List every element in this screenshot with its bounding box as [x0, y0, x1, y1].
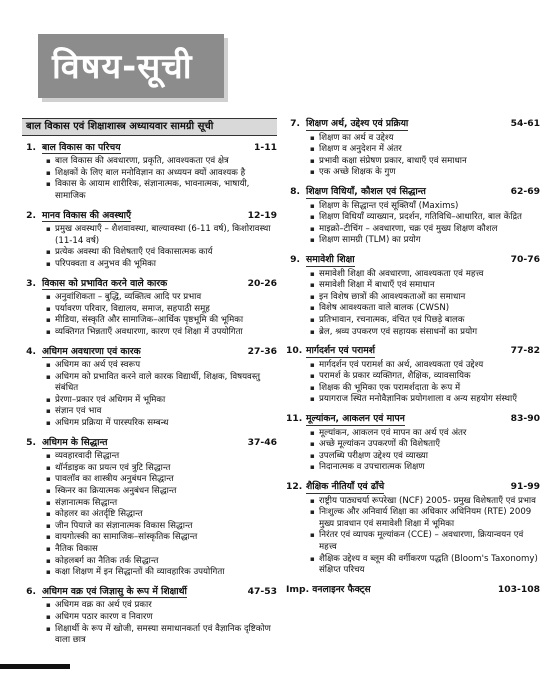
topic-item: ▪ मूल्यांकन, आकलन एवं मापन का अर्थ एवं अंतर	[310, 428, 540, 440]
topic-item: ▪ अनुवांशिकता – बुद्धि, व्यक्तित्व आदि पर प्रभाव	[46, 292, 277, 304]
section-title: समावेशी शिक्षा	[306, 253, 355, 265]
toc-section	[286, 254, 540, 338]
section-title: अधिगम वक्र एवं जिज्ञासु के रूप में शिक्षार्थी	[42, 585, 187, 597]
topic-item: ▪ प्रत्येक अवस्था की विशेषताएँ एवं विकासात्मक कार्य	[46, 247, 277, 259]
section-topics	[22, 360, 277, 430]
section-pages: 47-53	[247, 585, 277, 597]
topic-item: ▪ समावेशी शिक्षा में बाधाएँ एवं समाधान	[310, 280, 540, 292]
section-heading	[22, 346, 277, 359]
topic-item: ▪ थॉर्नडाइक का प्रयत्न एवं त्रुटि सिद्धान्त	[46, 463, 277, 475]
section-topics	[22, 600, 277, 646]
section-topics	[22, 451, 277, 579]
topic-item: ▪ निदानात्मक व उपचारात्मक शिक्षण	[310, 462, 540, 474]
section-topics	[286, 269, 540, 339]
section-topics	[286, 496, 540, 577]
topic-item: ▪ मीडिया, संस्कृति और सामाजिक–आर्थिक पृष्ठभूमि की भूमिका	[46, 315, 277, 327]
section-pages: 77-82	[510, 345, 540, 357]
section-pages: 62-69	[510, 185, 540, 197]
section-number: 10.	[286, 345, 303, 357]
topic-item: ▪ कोहलर का अंतर्दृष्टि सिद्धान्त	[46, 509, 277, 521]
section-pages: 83-90	[510, 413, 540, 425]
section-number: 8.	[290, 185, 300, 197]
right-column	[286, 118, 540, 595]
topic-item: ▪ शैक्षिक उद्देश्य व ब्लूम की वर्गीकरण पद्धति (Bloom's Taxonomy) संक्षिप्त परिचय	[310, 554, 540, 577]
topic-item: ▪ अधिगम पठार कारण व निवारण	[46, 612, 277, 624]
section-number: 4.	[26, 345, 36, 357]
topic-item: ▪ प्रभावी कक्षा संप्रेषण प्रकार, बाधाएँ एवं समाधान	[310, 156, 540, 168]
section-heading	[286, 481, 540, 494]
topic-item: ▪ प्रेरणा–प्रकार एवं अधिगम में भूमिका	[46, 395, 277, 407]
section-pages: 20-26	[247, 277, 277, 289]
section-number: 11.	[286, 413, 303, 425]
topic-item: ▪ पावलॉव का शास्त्रीय अनुबंधन सिद्धान्त	[46, 474, 277, 486]
topic-item: ▪ निरंतर एवं व्यापक मूल्यांकन (CCE) – अवधारणा, क्रियान्वयन एवं महत्त्व	[310, 530, 540, 553]
section-number: 7.	[290, 118, 300, 129]
topic-item: ▪ अधिगम को प्रभावित करने वाले कारक विद्यार्थी, शिक्षक, विषयवस्तु संबंधित	[46, 372, 277, 395]
toc-section	[22, 346, 277, 430]
section-title: शिक्षण विधियाँ, कौशल एवं सिद्धान्त	[306, 185, 426, 197]
section-title: मूल्यांकन, आकलन एवं मापन	[306, 413, 405, 425]
section-topics	[22, 292, 277, 338]
topic-item: ▪ राष्ट्रीय पाठ्यचर्या रूपरेखा (NCF) 2005- प्रमुख विशेषताएँ एवं प्रभाव	[310, 496, 540, 508]
section-pages: 70-76	[510, 253, 540, 265]
toc-section	[22, 586, 277, 647]
topic-item: ▪ नैतिक विकास	[46, 544, 277, 556]
page-title: विषय-सूची	[52, 47, 193, 87]
section-heading	[286, 345, 540, 358]
section-number: 9.	[290, 253, 300, 265]
topic-item: ▪ शिक्षण सामग्री (TLM) का प्रयोग	[310, 235, 540, 247]
topic-item: ▪ परिपक्वता व अनुभव की भूमिका	[46, 259, 277, 271]
topic-item: ▪ अधिगम प्रक्रिया में पारस्परिक सम्बन्ध	[46, 418, 277, 430]
topic-item: ▪ स्किनर का क्रियात्मक अनुबंधन सिद्धान्त	[46, 486, 277, 498]
topic-item: ▪ वायगोत्स्की का सामाजिक–सांस्कृतिक सिद्धान्त	[46, 532, 277, 544]
topic-item: ▪ शिक्षण व अनुदेशन में अंतर	[310, 144, 540, 156]
topic-item: ▪ शिक्षण का अर्थ व उद्देश्य	[310, 133, 540, 145]
topic-item: ▪ बाल विकास की अवधारणा, प्रकृति, आवश्यकता एवं क्षेत्र	[46, 156, 277, 168]
section-number: 1.	[26, 141, 36, 153]
section-title: अधिगम के सिद्धान्त	[42, 436, 108, 448]
topic-item: ▪ प्रतिभावान, रचनात्मक, वंचित एवं पिछड़े बालक	[310, 315, 540, 327]
topic-item: ▪ संज्ञान एवं भाव	[46, 406, 277, 418]
section-pages: 37-46	[247, 436, 277, 448]
section-heading	[22, 278, 277, 291]
topic-item: ▪ परामर्श के प्रकार व्यक्तिगत, शैक्षिक, व्यावसायिक	[310, 371, 540, 383]
topic-item: ▪ विशेष आवश्यकता वाले बालक (CWSN)	[310, 303, 540, 315]
topic-item: ▪ प्रयागराज स्थित मनोवैज्ञानिक प्रयोगशाला व अन्य सहयोग संस्थाएँ	[310, 394, 540, 406]
section-title: बाल विकास का परिचय	[42, 141, 121, 153]
topic-item: ▪ कोहलबर्ग का नैतिक तर्क सिद्धान्त	[46, 556, 277, 568]
section-number: 5.	[26, 436, 36, 448]
topic-item: ▪ शिक्षार्थी के रूप में खोजी, समस्या समाधानकर्ता एवं वैज्ञानिक दृष्टिकोण वाला छात्र	[46, 624, 277, 647]
section-heading	[22, 586, 277, 599]
section-title: मानव विकास की अवस्थाएँ	[42, 209, 132, 221]
topic-item: ▪ एक अच्छे शिक्षक के गुण	[310, 167, 540, 179]
topic-item: ▪ अधिगम का अर्थ एवं स्वरूप	[46, 360, 277, 372]
topic-item: ▪ शिक्षण के सिद्धान्त एवं सूक्तियाँ (Maxims)	[310, 201, 540, 213]
footer-bar	[0, 664, 70, 669]
section-title: शैक्षिक नीतियाँ एवं ढाँचे	[306, 481, 385, 493]
section-heading	[22, 210, 277, 223]
toc-section	[286, 345, 540, 406]
section-topics	[286, 201, 540, 247]
topic-item: ▪ मार्गदर्शन एवं परामर्श का अर्थ, आवश्यकता एवं उद्देश्य	[310, 360, 540, 372]
section-heading	[286, 254, 540, 267]
toc-section	[286, 118, 540, 179]
section-topics	[22, 156, 277, 202]
section-number: 2.	[26, 209, 36, 221]
right-sections	[286, 118, 540, 577]
section-heading	[286, 186, 540, 199]
section-heading	[286, 118, 540, 131]
topic-item: ▪ शिक्षण विधियाँ व्याख्यान, प्रदर्शन, गतिविधि–आधारित, बाल केंद्रित	[310, 212, 540, 224]
topic-item: ▪ शिक्षकों के लिए बाल मनोविज्ञान का अध्ययन क्यों आवश्यक है	[46, 168, 277, 180]
section-title: मार्गदर्शन एवं परामर्श	[306, 345, 375, 357]
toc-section	[286, 481, 540, 577]
section-topics	[286, 428, 540, 474]
toc-section	[286, 186, 540, 247]
title-banner	[38, 34, 224, 98]
left-column	[22, 118, 277, 654]
section-heading	[286, 413, 540, 426]
toc-section	[286, 413, 540, 474]
topic-item: ▪ प्रमुख अवस्थाएँ – शैशवावस्था, बाल्यावस्था (6-11 वर्ष), किशोरावस्था (11-14 वर्ष)	[46, 224, 277, 247]
section-pages: 12-19	[247, 209, 277, 221]
section-pages: 54-61	[510, 118, 540, 129]
section-heading	[22, 437, 277, 450]
toc-section	[22, 142, 277, 203]
imp-label: Imp. वनलाइनर फैक्ट्स	[286, 583, 371, 595]
section-pages: 27-36	[247, 345, 277, 357]
topic-item: ▪ उपलब्धि परीक्षण उद्देश्य एवं व्याख्या	[310, 451, 540, 463]
section-heading	[22, 142, 277, 155]
topic-item: ▪ पर्यावरण परिवार, विद्यालय, समाज, सहपाठी समूह	[46, 304, 277, 316]
main-heading: बाल विकास एवं शिक्षाशास्त्र अध्यायवार सामग्री सूची	[22, 118, 277, 136]
section-number: 6.	[26, 585, 36, 597]
topic-item: ▪ इन विशेष छात्रों की आवश्यकताओं का समाधान	[310, 292, 540, 304]
topic-item: ▪ कक्षा शिक्षण में इन सिद्धान्तों की व्यावहारिक उपयोगिता	[46, 567, 277, 579]
section-title: अधिगम अवधारणा एवं कारक	[42, 345, 141, 357]
topic-item: ▪ माइक्रो–टीचिंग – अवधारणा, चक्र एवं मुख्य शिक्षण कौशल	[310, 224, 540, 236]
section-topics	[286, 133, 540, 179]
topic-item: ▪ अच्छे मूल्यांकन उपकरणों की विशेषताएँ	[310, 439, 540, 451]
imp-pages: 103-108	[497, 583, 540, 595]
topic-item: ▪ व्यक्तिगत भिन्नताएँ अवधारणा, कारण एवं शिक्षा में उपयोगिता	[46, 327, 277, 339]
imp-oneliner-entry	[286, 584, 540, 596]
section-pages: 91-99	[510, 481, 540, 493]
section-title: शिक्षण अर्थ, उद्देश्य एवं प्रक्रिया	[306, 118, 409, 129]
toc-section	[22, 278, 277, 339]
toc-section	[22, 210, 277, 271]
topic-item: ▪ शिक्षक की भूमिका एक परामर्शदाता के रूप में	[310, 383, 540, 395]
topic-item: ▪ निःशुल्क और अनिवार्य शिक्षा का अधिकार अधिनियम (RTE) 2009 मुख्य प्रावधान एवं समावेशी शिक्षा में भूमिका	[310, 507, 540, 530]
topic-item: ▪ विकास के आयाम शारीरिक, संज्ञानात्मक, भावनात्मक, भाषायी, सामाजिक	[46, 179, 277, 202]
section-pages: 1-11	[254, 141, 277, 153]
topic-item: ▪ संज्ञानात्मक सिद्धान्त	[46, 498, 277, 510]
topic-item: ▪ समावेशी शिक्षा की अवधारणा, आवश्यकता एवं महत्त्व	[310, 269, 540, 281]
section-number: 12.	[286, 481, 303, 493]
left-sections	[22, 142, 277, 647]
toc-section	[22, 437, 277, 579]
topic-item: ▪ जीन पियाजे का संज्ञानात्मक विकास सिद्धान्त	[46, 521, 277, 533]
section-topics	[286, 360, 540, 406]
topic-item: ▪ अधिगम वक्र का अर्थ एवं प्रकार	[46, 600, 277, 612]
topic-item: ▪ व्यवहारवादी सिद्धान्त	[46, 451, 277, 463]
topic-item: ▪ ब्रेल, श्रव्य उपकरण एवं सहायक संसाधनों का प्रयोग	[310, 327, 540, 339]
section-topics	[22, 224, 277, 270]
section-title: विकास को प्रभावित करने वाले कारक	[42, 277, 168, 289]
section-number: 3.	[26, 277, 36, 289]
